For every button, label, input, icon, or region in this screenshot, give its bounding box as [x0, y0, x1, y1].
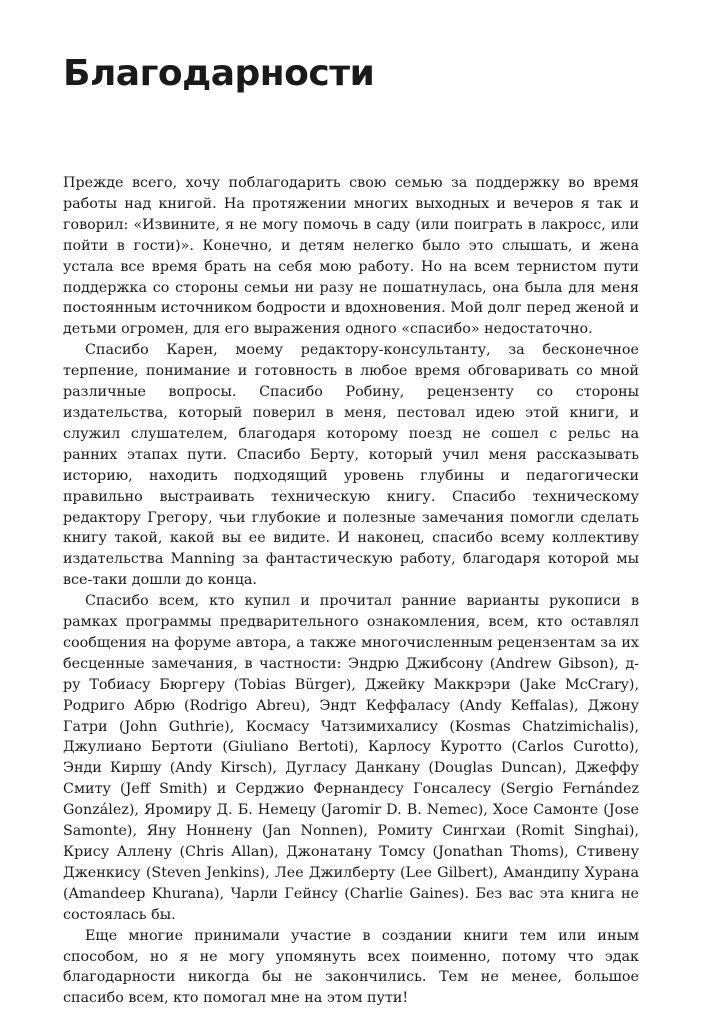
paragraph-editors: Спасибо Карен, моему редактору-консультанту, за бесконечное терпение, понимание и готовность в любое время обговаривать со мной различные вопросы. Спасибо Робину, рецензенту со стороны издательства, который поверил в меня, пестовал идею этой книги, и служил слушателем, благодаря которому поезд не сошел с рельс на ранних этапах пути. Спасибо Берту, который учил меня рассказывать историю, находить подходящий уровень глубины и педагогически правильно выстраивать техническую книгу. Спасибо техническому редактору Грегору, чьи глубокие и полезные замечания помогли сделать книгу такой, какой вы ее видите. И наконец, спасибо всему коллективу издательства Manning за фантастическую работу, благодаря которой мы все-таки дошли до конца. — [63, 342, 639, 589]
acknowledgements-body — [63, 173, 639, 1009]
paragraph-closing: Еще многие принимали участие в создании книги тем или иным способом, но я не могу упомянуть всех поименно, потому что эдак благодарности никогда бы не закончились. Тем не менее, большое спасибо всем, кто помогал мне на этом пути! — [63, 927, 639, 1007]
paragraph-family: Прежде всего, хочу поблагодарить свою семью за поддержку во время работы над книгой. На протяжении многих выходных и вечеров я так и говорил: «Извините, я не могу помочь в саду (или поиграть в лакросс, или пойти в гости)». Конечно, и детям нелегко было это слышать, и жена устала все время брать на себя мою работу. Но на всем тернистом пути поддержка со стороны семьи ни разу не пошатнулась, она была для меня постоянным источником бодрости и вдохновения. Мой долг перед женой и детьми огромен, для его выражения одного «спасибо» недостаточно. — [63, 175, 639, 338]
paragraph-reviewers: Спасибо всем, кто купил и прочитал ранние варианты рукописи в рамках программы предварительного ознакомления, всем, кто оставлял сообщения на форуме автора, а также многочисленным рецензентам за их бесценные замечания, в частности: Эндрю Джибсону (Andrew Gibson), д-ру Тобиасу Бюргеру (Tobias Bürger), Джейку Маккрэри (Jake McCrary), Родриго Абрю (Rodrigo Abreu), Эндт Кеффаласу (Andy Keffalas), Джону Гатри (John Guthrie), Космасу Чатзимихалису (Kosmas Chatzimichalis), Джулиано Бертоти (Giuliano Bertoti), Карлосу Куротто (Carlos Curotto), Энди Киршу (Andy Kirsch), Дугласу Данкану (Douglas Duncan), Джеффу Смиту (Jeff Smith) и Серджио Фернандесу Гонсалесу (Sergio Fernández González), Яромиру Д. Б. Немецу (Jaromir D. B. Nemec), Хосе Самонте (Jose Samonte), Яну Ноннену (Jan Nonnen), Ромиту Сингхаи (Romit Singhai), Крису Аллену (Chris Allan), Джонатану Томсу (Jonathan Thoms), Стивену Дженкису (Steven Jenkins), Лее Джилберту (Lee Gilbert), Амандипу Хурана (Amandeep Khurana), Чарли Гейнсу (Charlie Gaines). Без вас эта книга не состоялась бы. — [63, 593, 639, 923]
page-title: Благодарности — [63, 53, 375, 94]
